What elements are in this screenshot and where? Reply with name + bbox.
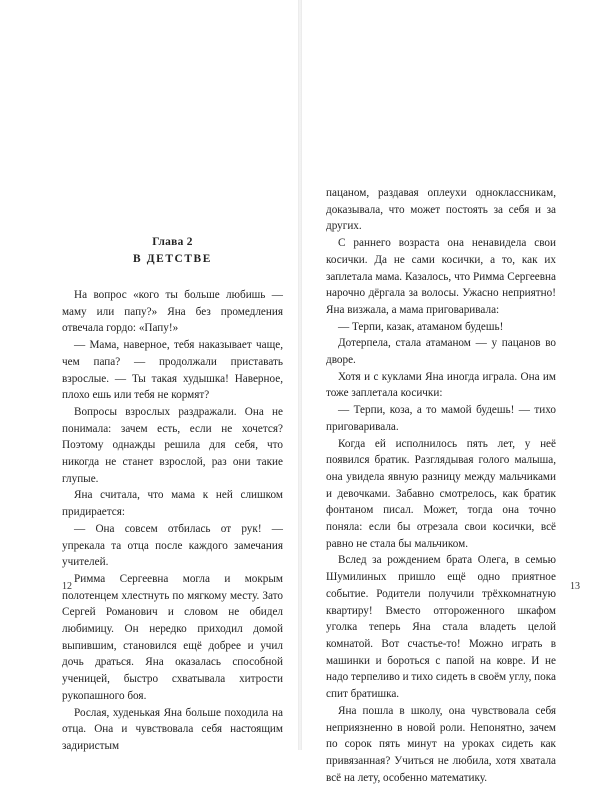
paragraph: На вопрос «кого ты больше любишь — маму или папу?» Яна без промедления отвечала гордо: «Папу!»: [62, 289, 283, 335]
page-number-left: 12: [62, 581, 72, 592]
chapter-title: В ДЕТСТВЕ: [133, 253, 212, 265]
paragraph: Яна считала, что мама к ней слишком придирается:: [62, 489, 283, 519]
page-number-right: 13: [570, 581, 580, 592]
paragraph: — Терпи, казак, атаманом будешь!: [338, 320, 504, 333]
paragraph: — Мама, наверное, тебя наказывает чаще, чем папа? — продолжали приставать взрослые. — Ты такая худышка! Наверное, плохо ешь или тебя не кормят?: [62, 339, 283, 402]
paragraph-continuation: пацаном, раздавая оплеухи одноклассникам, доказывала, что может постоять за себя и за других.: [326, 187, 556, 233]
paragraph: Хотя и с куклами Яна иногда играла. Она им тоже заплетала косички:: [326, 370, 556, 400]
paragraph: Когда ей исполнилось пять лет, у неё появился братик. Разглядывая голого малыша, она увидела явную разницу между мальчиками и девочками. Забавно смотрелось, как братик фонтаном писал. Может, тогда она точно поняла: если бы отрезала свои косички, всё равно не стала бы мальчиком.: [326, 437, 556, 550]
chapter-number: Глава 2: [152, 236, 193, 248]
left-text-column: [62, 287, 283, 755]
paragraph: С раннего возраста она ненавидела свои косички. Да не сами косички, а то, как их заплетала мама. Казалось, что Римма Сергеевна нарочно дёргала за волосы. Ужасно неприятно! Яна визжала, а мама приговаривала:: [326, 237, 556, 316]
paragraph: Вопросы взрослых раздражали. Она не понимала: зачем есть, если не хочется? Поэтому однажды решила для себя, что никогда не станет взрослой, раз они такие глупые.: [62, 405, 283, 485]
right-text-column: [326, 185, 556, 786]
paragraph: — Она совсем отбилась от рук! — упрекала та отца после каждого замечания учителей.: [62, 522, 283, 569]
right-page: [302, 0, 600, 784]
paragraph: Яна пошла в школу, она чувствовала себя неприязненно в новой роли. Непонятно, зачем по сорок пять минут на уроках сидеть как привязанная? Учиться не любила, хотя хватала всё на лету, особенно математику.: [326, 704, 556, 784]
paragraph: Римма Сергеевна могла и мокрым полотенцем хлестнуть по мягкому месту. Зато Сергей Романович и словом не обидел любимицу. Он нередко приходил домой выпившим, становился ещё добрее и учил дочь драться. Яна оказалась способной ученицей, быстро схватывала хитрости рукопашного боя.: [62, 572, 283, 702]
left-page: [0, 0, 298, 750]
paragraph: Вслед за рождением брата Олега, в семью Шумилиных пришло ещё одно приятное событие. Родители получили трёхкомнатную квартиру! Вместо отгороженного шкафом уголка теперь Яна стала владеть целой комнатой. Вот счастье-то! Можно играть в машинки и бороться с папой на ковре. И не надо терпеливо и тихо сидеть в своём углу, пока спит братишка.: [326, 554, 556, 701]
paragraph: Дотерпела, стала атаманом — у пацанов во дворе.: [326, 337, 556, 367]
paragraph: — Терпи, коза, а то мамой будешь! — тихо приговаривала.: [326, 404, 556, 433]
paragraph: Рослая, худенькая Яна больше походила на отца. Она и чувствовала себя настоящим задиристым: [62, 706, 283, 752]
